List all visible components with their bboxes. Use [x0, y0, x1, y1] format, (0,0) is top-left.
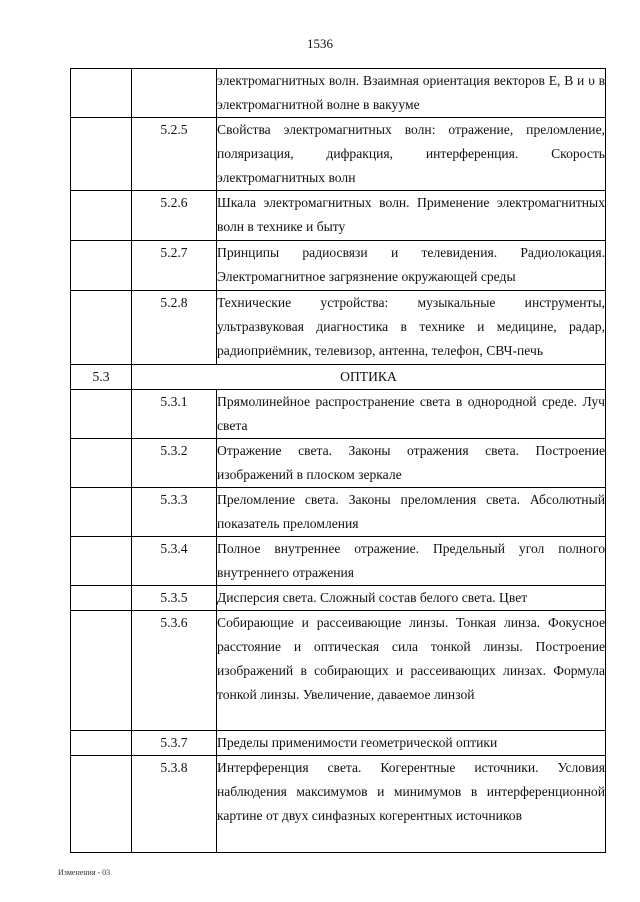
- subsection-number-cell: 5.2.8: [132, 291, 217, 365]
- subsection-number-cell: 5.3.5: [132, 586, 217, 611]
- topic-text-cell: Свойства электромагнитных волн: отражение, преломление, поляризация, дифракция, интерференция. Скорость электромагнитных волн: [217, 118, 606, 191]
- topic-text-cell: Полное внутреннее отражение. Предельный угол полного внутреннего отражения: [217, 537, 606, 586]
- section-number-cell: [71, 241, 132, 291]
- table-row: [71, 537, 606, 586]
- section-number-cell: [71, 611, 132, 731]
- section-number-cell: 5.3: [71, 365, 132, 390]
- topic-text-cell: Шкала электромагнитных волн. Применение электромагнитных волн в технике и быту: [217, 191, 606, 241]
- section-number-cell: [71, 488, 132, 537]
- table-row: [71, 756, 606, 853]
- subsection-number-cell: 5.2.5: [132, 118, 217, 191]
- topic-text-cell: Отражение света. Законы отражения света. Построение изображений в плоском зеркале: [217, 439, 606, 488]
- subsection-number-cell: 5.3.2: [132, 439, 217, 488]
- subsection-number-cell: 5.2.7: [132, 241, 217, 291]
- topic-text-cell: Дисперсия света. Сложный состав белого света. Цвет: [217, 586, 606, 611]
- topic-text-cell: Интерференция света. Когерентные источники. Условия наблюдения максимумов и минимумов в интерференционной картине от двух синфазных когерентных источников: [217, 756, 606, 853]
- section-number-cell: [71, 390, 132, 439]
- table-row: [71, 118, 606, 191]
- topic-text-cell: Пределы применимости геометрической оптики: [217, 731, 606, 756]
- subsection-number-cell: [132, 69, 217, 118]
- table-row: [71, 69, 606, 118]
- subsection-number-cell: 5.3.1: [132, 390, 217, 439]
- section-number-cell: [71, 191, 132, 241]
- subsection-number-cell: 5.3.7: [132, 731, 217, 756]
- footer-revision-note: Изменения - 03: [58, 868, 111, 877]
- table-row: [71, 291, 606, 365]
- page-number: 1536: [307, 36, 333, 51]
- table-row: [71, 488, 606, 537]
- section-number-cell: [71, 291, 132, 365]
- topic-text-cell: Принципы радиосвязи и телевидения. Радиолокация. Электромагнитное загрязнение окружающей среды: [217, 241, 606, 291]
- subsection-number-cell: 5.3.8: [132, 756, 217, 853]
- table-row: [71, 611, 606, 731]
- table-row: [71, 241, 606, 291]
- table-row: [71, 731, 606, 756]
- section-number-cell: [71, 537, 132, 586]
- subsection-number-cell: 5.3.3: [132, 488, 217, 537]
- topic-text-cell: Собирающие и рассеивающие линзы. Тонкая линза. Фокусное расстояние и оптическая сила тонкой линзы. Построение изображений в собирающих и рассеивающих линзах. Формула тонкой линзы. Увеличение, даваемое линзой: [217, 611, 606, 731]
- section-heading-row: [71, 365, 606, 390]
- topic-text-cell: Преломление света. Законы преломления света. Абсолютный показатель преломления: [217, 488, 606, 537]
- table-row: [71, 586, 606, 611]
- subsection-number-cell: 5.3.4: [132, 537, 217, 586]
- topic-text-cell: электромагнитных волн. Взаимная ориентация векторов E, B и υ в электромагнитной волне в вакууме: [217, 69, 606, 118]
- section-number-cell: [71, 118, 132, 191]
- table-row: [71, 390, 606, 439]
- content-table: [70, 68, 606, 853]
- table-row: [71, 439, 606, 488]
- section-title: ОПТИКА: [132, 365, 606, 390]
- section-number-cell: [71, 586, 132, 611]
- topic-text-cell: Прямолинейное распространение света в однородной среде. Луч света: [217, 390, 606, 439]
- topic-text-cell: Технические устройства: музыкальные инструменты, ультразвуковая диагностика в технике и медицине, радар, радиоприёмник, телевизор, антенна, телефон, СВЧ-печь: [217, 291, 606, 365]
- section-number-cell: [71, 731, 132, 756]
- subsection-number-cell: 5.2.6: [132, 191, 217, 241]
- subsection-number-cell: 5.3.6: [132, 611, 217, 731]
- section-number-cell: [71, 756, 132, 853]
- section-number-cell: [71, 439, 132, 488]
- table-row: [71, 191, 606, 241]
- section-number-cell: [71, 69, 132, 118]
